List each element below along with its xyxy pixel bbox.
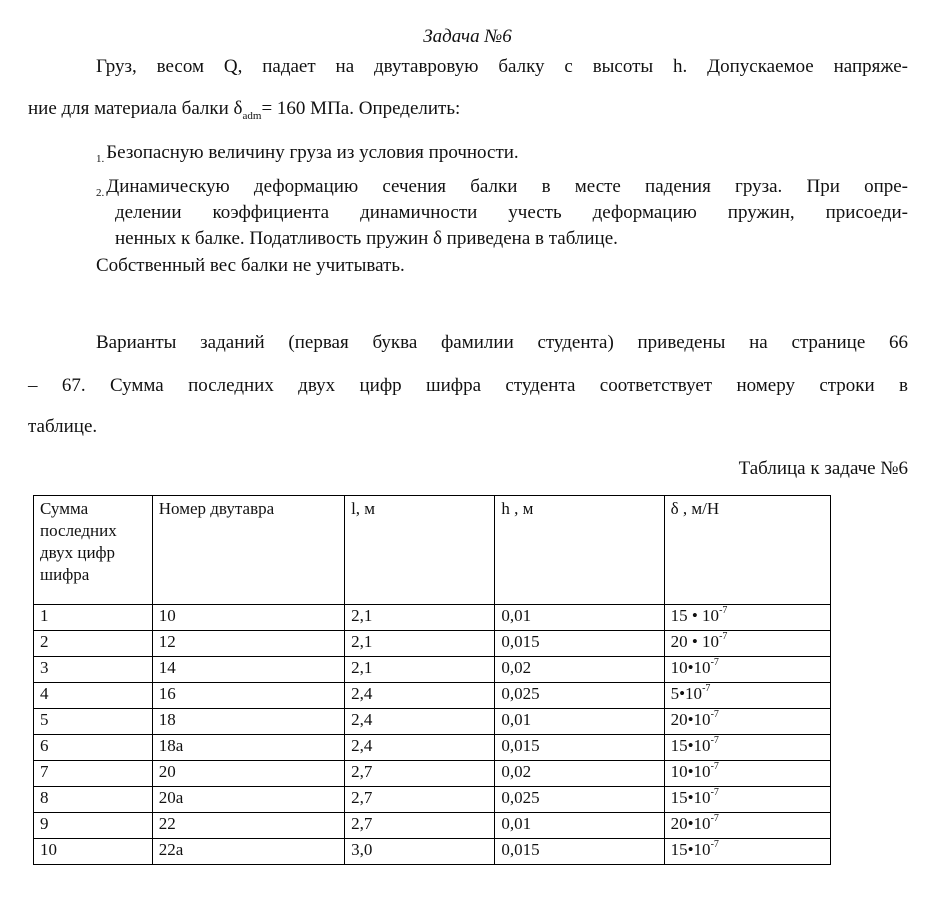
cell-value: 0,02 — [501, 762, 532, 781]
table-cell — [345, 839, 495, 865]
table-cell — [345, 709, 495, 735]
table-cell — [664, 631, 830, 657]
cell-value: 0,015 — [501, 840, 540, 859]
exponent: -7 — [710, 657, 719, 668]
cell-value: 20•10 — [670, 814, 711, 833]
cell-value: 0,015 — [501, 736, 540, 755]
table-cell — [152, 631, 344, 657]
header-length: l, м — [345, 496, 495, 605]
header-sum-line-1: Сумма — [40, 499, 89, 518]
table-cell — [664, 787, 830, 813]
table-cell — [664, 605, 830, 631]
cell-value: 0,015 — [501, 632, 540, 651]
table-cell — [34, 709, 153, 735]
table-cell — [152, 735, 344, 761]
cell-value: 7 — [40, 762, 49, 781]
cell-value: 0,025 — [501, 684, 540, 703]
list-item-2-number: 2. — [96, 187, 105, 199]
table-cell — [495, 683, 664, 709]
table-cell — [345, 683, 495, 709]
cell-value: 12 — [158, 632, 176, 651]
note-text: Собственный вес балки не учитывать. — [96, 255, 405, 276]
table-cell — [345, 735, 495, 761]
cell-value: 0,01 — [501, 814, 532, 833]
table-cell — [34, 813, 153, 839]
list-item-2 — [96, 176, 908, 198]
header-beam-number: Номер двутавра — [152, 496, 344, 605]
cell-value: 15•10 — [670, 840, 711, 859]
cell-value: 18 — [158, 710, 176, 729]
cell-value: 10 — [158, 606, 176, 625]
cell-value: 20 • 10 — [670, 632, 720, 651]
header-compliance: δ , м/Н — [664, 496, 830, 605]
variants-line-3: таблице. — [28, 416, 98, 437]
table-cell — [495, 709, 664, 735]
table-caption: Таблица к задаче №6 — [738, 458, 908, 479]
cell-value: 2,7 — [351, 814, 373, 833]
header-sum-line-3: двух цифр — [40, 543, 116, 562]
intro-line-2 — [28, 98, 460, 122]
table-cell — [345, 605, 495, 631]
cell-value: 20•10 — [670, 710, 711, 729]
cell-value: 2,1 — [351, 606, 373, 625]
list-item-2-line-1: Динамическую деформацию сечения балки в месте падения груза. При опре- — [106, 176, 908, 197]
cell-value: 6 — [40, 736, 49, 755]
table-row — [34, 839, 831, 865]
cell-value: 2,7 — [351, 788, 373, 807]
table-cell — [34, 761, 153, 787]
table-cell — [152, 761, 344, 787]
data-table — [33, 495, 831, 865]
task-title: Задача №6 — [423, 26, 512, 47]
cell-value: 2,4 — [351, 736, 373, 755]
cell-value: 10•10 — [670, 762, 711, 781]
cell-value: 0,01 — [501, 710, 532, 729]
table-cell — [152, 605, 344, 631]
cell-value: 9 — [40, 814, 49, 833]
table-cell — [664, 683, 830, 709]
cell-value: 10 — [40, 840, 57, 859]
cell-value: 14 — [158, 658, 176, 677]
table-cell — [664, 735, 830, 761]
table-cell — [34, 735, 153, 761]
cell-value: 20 — [158, 762, 176, 781]
exponent: -7 — [710, 709, 719, 720]
table-cell — [152, 709, 344, 735]
cell-value: 3 — [40, 658, 49, 677]
cell-value: 3,0 — [351, 840, 373, 859]
table-cell — [34, 787, 153, 813]
table-row — [34, 761, 831, 787]
cell-value: 1 — [40, 606, 49, 625]
table-row — [34, 813, 831, 839]
table-row — [34, 683, 831, 709]
table-cell — [345, 657, 495, 683]
table-cell — [495, 761, 664, 787]
cell-value: 20а — [158, 788, 184, 807]
table-cell — [345, 631, 495, 657]
cell-value: 2,7 — [351, 762, 373, 781]
cell-value: 16 — [158, 684, 176, 703]
cell-value: 0,02 — [501, 658, 532, 677]
table-cell — [152, 657, 344, 683]
table-cell — [152, 813, 344, 839]
cell-value: 8 — [40, 788, 49, 807]
table-cell — [664, 813, 830, 839]
cell-value: 22 — [158, 814, 176, 833]
cell-value: 2,4 — [351, 684, 373, 703]
table-cell — [34, 683, 153, 709]
cell-value: 22а — [158, 840, 184, 859]
cell-value: 2,1 — [351, 632, 373, 651]
cell-value: 4 — [40, 684, 49, 703]
cell-value: 2,4 — [351, 710, 373, 729]
exponent: -7 — [719, 631, 728, 642]
table-cell — [495, 631, 664, 657]
table-cell — [495, 605, 664, 631]
cell-value: 10•10 — [670, 658, 711, 677]
table-cell — [34, 631, 153, 657]
header-sum-line-4: шифра — [40, 565, 90, 584]
table-cell — [664, 657, 830, 683]
cell-value: 18а — [158, 736, 184, 755]
table-cell — [664, 761, 830, 787]
table-row — [34, 735, 831, 761]
table-cell — [495, 813, 664, 839]
cell-value: 2 — [40, 632, 49, 651]
table-cell — [345, 813, 495, 839]
intro-line-1: Груз, весом Q, падает на двутавровую балку с высоты h. Допускаемое напряже- — [96, 56, 908, 77]
table-cell — [664, 709, 830, 735]
table-cell — [345, 761, 495, 787]
header-height: h , м — [495, 496, 664, 605]
cell-value: 15•10 — [670, 788, 711, 807]
variants-line-1: Варианты заданий (первая буква фамилии студента) приведены на странице 66 — [96, 332, 908, 353]
table-row — [34, 657, 831, 683]
table-cell — [495, 787, 664, 813]
exponent: -7 — [710, 735, 719, 746]
exponent: -7 — [710, 787, 719, 798]
table-row — [34, 787, 831, 813]
list-item-1 — [96, 142, 519, 164]
table-cell — [34, 839, 153, 865]
cell-value: 5•10 — [670, 684, 703, 703]
table-cell — [495, 839, 664, 865]
intro-line-2-sub: adm — [242, 109, 262, 122]
table-row — [34, 631, 831, 657]
table-cell — [495, 657, 664, 683]
header-sum-line-2: последних — [40, 521, 117, 540]
cell-value: 15•10 — [670, 736, 711, 755]
list-item-1-text: Безопасную величину груза из условия прочности. — [106, 142, 519, 163]
variants-line-2: – 67. Сумма последних двух цифр шифра студента соответствует номеру строки в — [28, 375, 908, 396]
table-cell — [664, 839, 830, 865]
cell-value: 2,1 — [351, 658, 373, 677]
header-sum — [34, 496, 153, 605]
cell-value: 0,01 — [501, 606, 532, 625]
intro-line-2-pre: ние для материала балки δ — [28, 98, 243, 119]
table-cell — [152, 683, 344, 709]
list-item-2-line-2: делении коэффициента динамичности учесть деформацию пружин, присоеди- — [115, 202, 908, 223]
list-item-2-line-3: ненных к балке. Податливость пружин δ приведена в таблице. — [115, 228, 618, 249]
exponent: -7 — [710, 839, 719, 850]
table-cell — [345, 787, 495, 813]
exponent: -7 — [702, 683, 711, 694]
table-row — [34, 709, 831, 735]
cell-value: 0,025 — [501, 788, 540, 807]
exponent: -7 — [710, 813, 719, 824]
table-row — [34, 605, 831, 631]
table-cell — [34, 605, 153, 631]
exponent: -7 — [710, 761, 719, 772]
cell-value: 15 • 10 — [670, 606, 720, 625]
list-item-1-number: 1. — [96, 153, 105, 165]
intro-line-2-post: = 160 МПа. Определить: — [261, 98, 461, 119]
exponent: -7 — [719, 605, 728, 616]
table-cell — [152, 787, 344, 813]
table-header-row — [34, 496, 831, 605]
cell-value: 5 — [40, 710, 49, 729]
table-cell — [495, 735, 664, 761]
table-cell — [152, 839, 344, 865]
table-cell — [34, 657, 153, 683]
